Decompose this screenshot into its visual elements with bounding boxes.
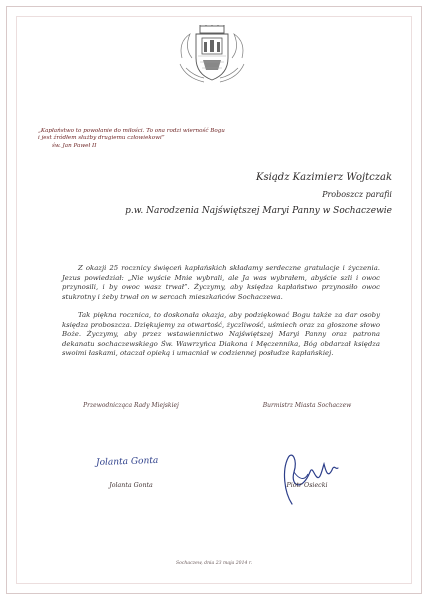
addressee-title: Proboszcz parafii: [322, 190, 392, 199]
signature-role-right: Burmistrz Miasta Sochaczew: [262, 402, 352, 409]
quote-author: św. Jan Paweł II: [52, 142, 97, 149]
signature-role-left: Przewodnicząca Rady Miejskiej: [83, 402, 179, 409]
letter-body: [62, 264, 380, 359]
place-and-date: Sochaczew, dnia 23 maja 2014 r.: [175, 561, 253, 566]
city-coat-of-arms-icon: [174, 24, 250, 88]
signature-block-right: [232, 402, 382, 489]
quote-line-1: „Kapłaństwo to powołanie do miłości. To ona rodzi wierność Bogu: [38, 128, 225, 134]
quote-block: [38, 128, 308, 150]
signature-name-left: Jolanta Gonta: [109, 482, 153, 489]
body-paragraph-2: Tak piękna rocznica, to doskonała okazja, aby podziękować Bogu także za dar osoby księdza proboszcza. Dziękujemy za otwartość, życzliwość, uśmiech oraz za głoszone słowo Boże. Życzymy, aby przez wstawiennictwo Najświętszej Maryi Panny oraz patrona dekanatu sochaczewskiego Św. Wawrzyńca Diakona i Męczennika, Bóg obdarzał księdza swoimi łaskami, otaczał opieką i umacniał w codziennej posłudze kapłańskiej.: [62, 311, 380, 357]
addressee-name: Ksiądz Kazimierz Wojtczak: [256, 172, 392, 183]
signature-scribble-left: Jolanta Gonta: [95, 455, 159, 469]
quote-line-2: i jest źródłem służby drugiemu człowiekowi”: [38, 135, 165, 142]
signature-block-left: [56, 402, 206, 489]
signature-name-right: Piotr Osiecki: [286, 482, 328, 489]
handwritten-signature-right: [232, 412, 382, 512]
body-paragraph-1: Z okazji 25 rocznicy święceń kapłańskich składamy serdeczne gratulacje i życzenia. Jezus powiedział: „Nie wyście Mnie wybrali, ale Ja was wybrałem, abyście szli i owoc przynosili, i by owoc wasz trwał”. Życzymy, aby księdza kapłaństwo przynosiło owoc stukrotny i żeby trwał on w sercach mieszkańców Sochaczewa.: [62, 264, 380, 301]
handwritten-signature-left: [56, 412, 206, 472]
addressee-parish: p.w. Narodzenia Najświętszej Maryi Panny w Sochaczewie: [125, 206, 392, 216]
addressee-block: [125, 168, 392, 221]
